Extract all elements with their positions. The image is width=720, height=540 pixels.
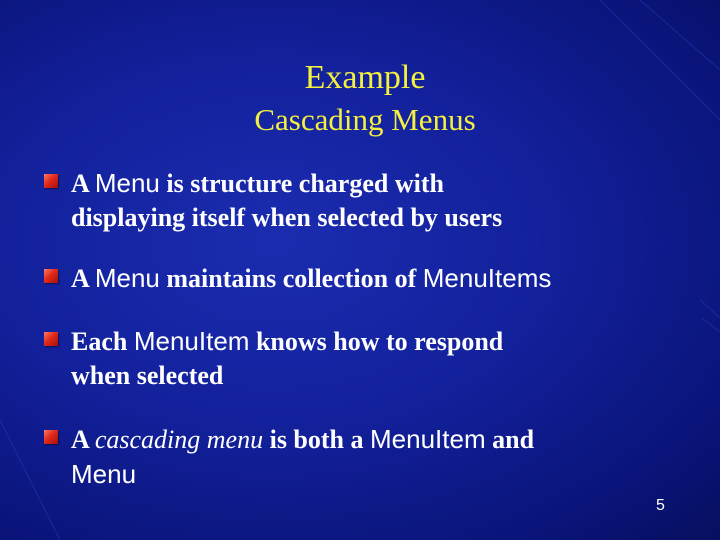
bullet-text: A Menu is structure charged with displaying itself when selected by users — [71, 168, 503, 232]
term-cascading-menu: cascading menu — [94, 425, 264, 454]
term-menuitem: MenuItem — [370, 424, 486, 454]
bullet-item — [44, 261, 694, 296]
bullet-square-icon — [44, 269, 58, 283]
bullet-text: A Menu maintains collection of MenuItems — [71, 263, 552, 293]
bullet-item — [44, 324, 694, 393]
slide-subtitle: Cascading Menus — [254, 102, 476, 137]
slide-title: Example — [304, 59, 426, 96]
bullet-text: Each MenuItem knows how to respond when selected — [71, 326, 504, 390]
term-menu: Menu — [94, 168, 160, 198]
term-menu: Menu — [94, 263, 160, 293]
term-menuitems: MenuItems — [422, 263, 552, 293]
title-block — [0, 56, 720, 140]
bullet-square-icon — [44, 174, 58, 188]
bullet-square-icon — [44, 430, 58, 444]
bullet-item — [44, 166, 694, 235]
slide-number: 5 — [656, 497, 665, 514]
bullet-text: A cascading menu is both a MenuItem and Menu — [71, 424, 535, 489]
term-menuitem: MenuItem — [133, 326, 250, 356]
bullet-item — [44, 422, 694, 492]
bullet-square-icon — [44, 332, 58, 346]
term-menu: Menu — [71, 459, 137, 489]
